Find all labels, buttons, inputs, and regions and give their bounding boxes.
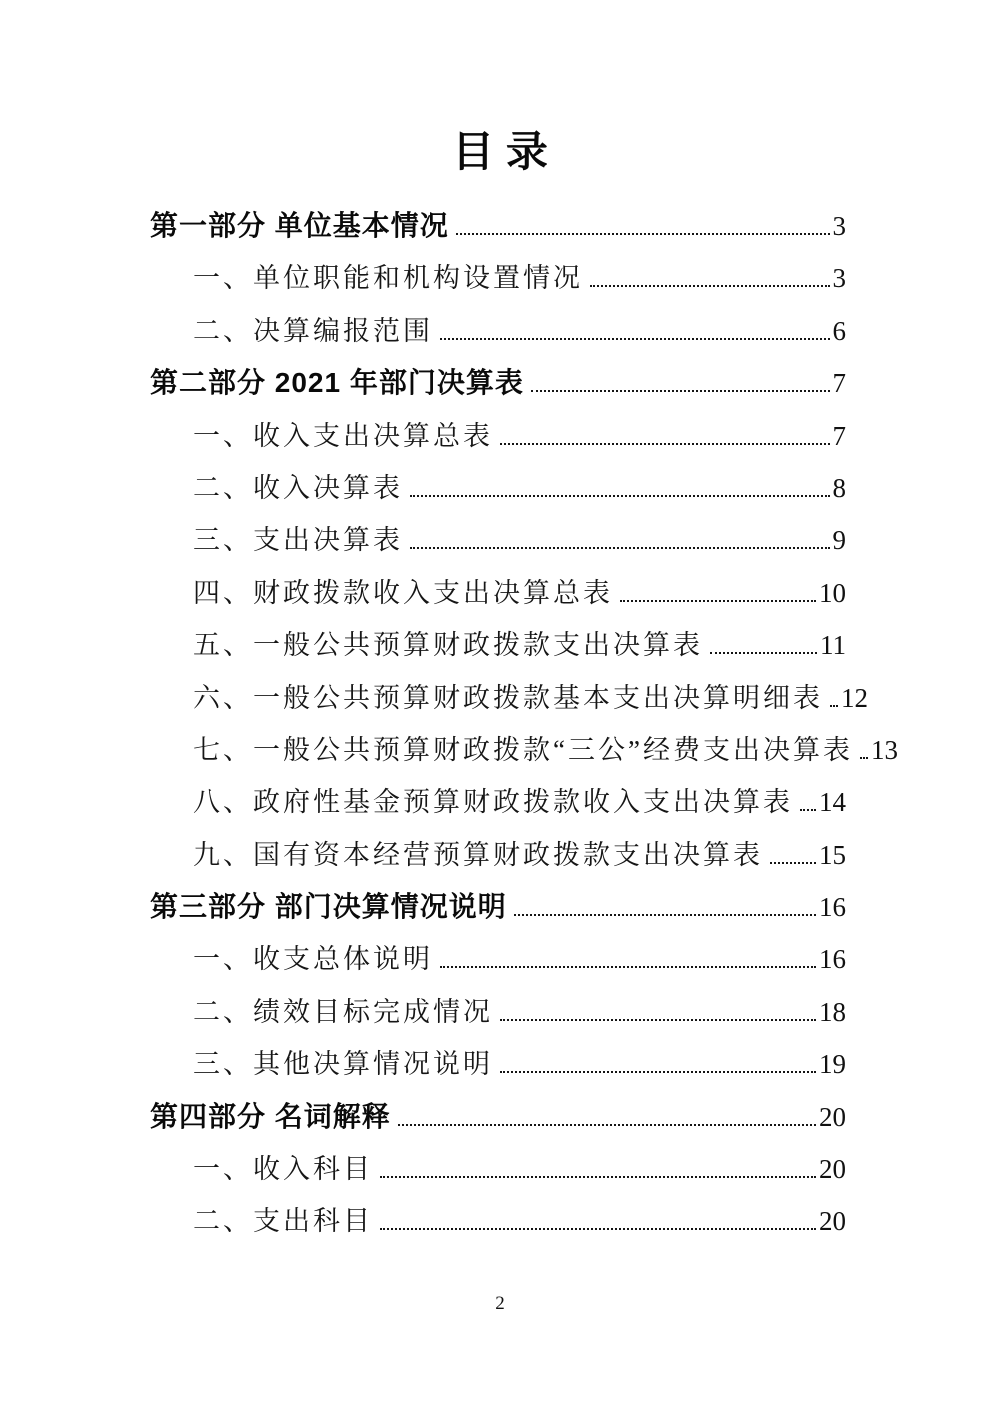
dot-leader bbox=[590, 285, 830, 287]
toc-entry-page: 12 bbox=[841, 682, 868, 713]
toc-entry-label: 二、收入决算表 bbox=[193, 472, 403, 503]
dot-leader bbox=[410, 495, 830, 497]
toc-entry-page: 7 bbox=[832, 420, 846, 451]
toc-entry-page: 13 bbox=[870, 734, 898, 765]
toc-entry bbox=[150, 776, 846, 828]
toc-entry bbox=[150, 200, 846, 252]
toc-entry bbox=[150, 462, 846, 514]
toc-entry-page: 20 bbox=[819, 1206, 846, 1237]
toc-entry bbox=[150, 305, 846, 357]
toc-entry bbox=[150, 252, 846, 304]
dot-leader bbox=[456, 233, 830, 235]
toc-entry-label: 一、收入支出决算总表 bbox=[193, 420, 493, 451]
toc-entry bbox=[150, 881, 846, 933]
toc-entry-page: 3 bbox=[832, 263, 846, 294]
toc-entry-label: 第四部分 名词解释 bbox=[150, 1100, 391, 1132]
toc-entry bbox=[150, 357, 846, 409]
dot-leader bbox=[620, 600, 816, 602]
dot-leader bbox=[398, 1124, 816, 1126]
dot-leader bbox=[860, 757, 868, 759]
dot-leader bbox=[380, 1176, 816, 1178]
toc-entry bbox=[150, 933, 846, 985]
dot-leader bbox=[800, 809, 816, 811]
toc-entry-label: 第三部分 部门决算情况说明 bbox=[150, 891, 507, 923]
dot-leader bbox=[440, 338, 830, 340]
toc-entry-label: 一、收入科目 bbox=[193, 1154, 373, 1185]
toc-entry-page: 14 bbox=[819, 787, 846, 818]
toc-entry-page: 16 bbox=[819, 892, 846, 923]
toc-entry-label: 一、收支总体说明 bbox=[193, 944, 433, 975]
dot-leader bbox=[410, 547, 830, 549]
toc-entry bbox=[150, 1143, 846, 1195]
toc-entry bbox=[150, 619, 846, 671]
toc-entry-page: 11 bbox=[820, 630, 846, 661]
dot-leader bbox=[514, 914, 816, 916]
dot-leader bbox=[500, 1019, 816, 1021]
footer-page-number: 2 bbox=[495, 1293, 505, 1314]
toc-entry-label: 二、绩效目标完成情况 bbox=[193, 996, 493, 1027]
toc-entry-label: 二、决算编报范围 bbox=[193, 315, 433, 346]
dot-leader bbox=[531, 390, 830, 392]
dot-leader bbox=[440, 966, 816, 968]
dot-leader bbox=[500, 1071, 816, 1073]
toc-entry-page: 20 bbox=[819, 1101, 846, 1132]
dot-leader bbox=[500, 443, 830, 445]
toc-entry-page: 16 bbox=[819, 944, 846, 975]
dot-leader bbox=[770, 862, 816, 864]
table-of-contents bbox=[150, 200, 898, 1248]
toc-entry bbox=[150, 1195, 846, 1247]
toc-entry-label: 第一部分 单位基本情况 bbox=[150, 210, 449, 241]
dot-leader bbox=[380, 1228, 816, 1230]
toc-entry bbox=[150, 672, 868, 724]
toc-entry-page: 10 bbox=[819, 577, 846, 608]
toc-entry bbox=[150, 724, 898, 776]
toc-entry bbox=[150, 514, 846, 566]
toc-entry-label: 八、政府性基金预算财政拨款收入支出决算表 bbox=[193, 787, 793, 818]
toc-entry-label: 四、财政拨款收入支出决算总表 bbox=[193, 577, 613, 608]
toc-entry bbox=[150, 986, 846, 1038]
toc-entry-page: 8 bbox=[832, 472, 846, 503]
toc-entry-page: 20 bbox=[819, 1154, 846, 1185]
toc-entry-label: 五、一般公共预算财政拨款支出决算表 bbox=[193, 630, 703, 661]
dot-leader bbox=[830, 705, 838, 707]
page-title: 目 录 bbox=[452, 128, 548, 175]
toc-entry bbox=[150, 829, 846, 881]
toc-entry-label: 二、支出科目 bbox=[193, 1206, 373, 1237]
toc-entry bbox=[150, 410, 846, 462]
dot-leader bbox=[710, 652, 817, 654]
toc-entry-label: 三、支出决算表 bbox=[193, 525, 403, 556]
toc-entry bbox=[150, 1091, 846, 1143]
toc-entry-page: 3 bbox=[832, 211, 846, 241]
toc-entry-page: 15 bbox=[819, 839, 846, 870]
toc-entry-page: 6 bbox=[832, 315, 846, 346]
toc-entry-label: 九、国有资本经营预算财政拨款支出决算表 bbox=[193, 839, 763, 870]
toc-entry-page: 7 bbox=[832, 368, 846, 399]
toc-entry bbox=[150, 567, 846, 619]
toc-entry-label: 三、其他决算情况说明 bbox=[193, 1049, 493, 1080]
toc-entry-label: 七、一般公共预算财政拨款“三公”经费支出决算表 bbox=[193, 734, 853, 765]
toc-entry-page: 19 bbox=[819, 1049, 846, 1080]
toc-entry-label: 第二部分 2021 年部门决算表 bbox=[150, 367, 524, 399]
toc-entry-label: 六、一般公共预算财政拨款基本支出决算明细表 bbox=[193, 682, 823, 713]
toc-entry-page: 18 bbox=[819, 996, 846, 1027]
toc-entry-page: 9 bbox=[832, 525, 846, 556]
toc-entry-label: 一、单位职能和机构设置情况 bbox=[193, 263, 583, 294]
toc-entry bbox=[150, 1038, 846, 1090]
